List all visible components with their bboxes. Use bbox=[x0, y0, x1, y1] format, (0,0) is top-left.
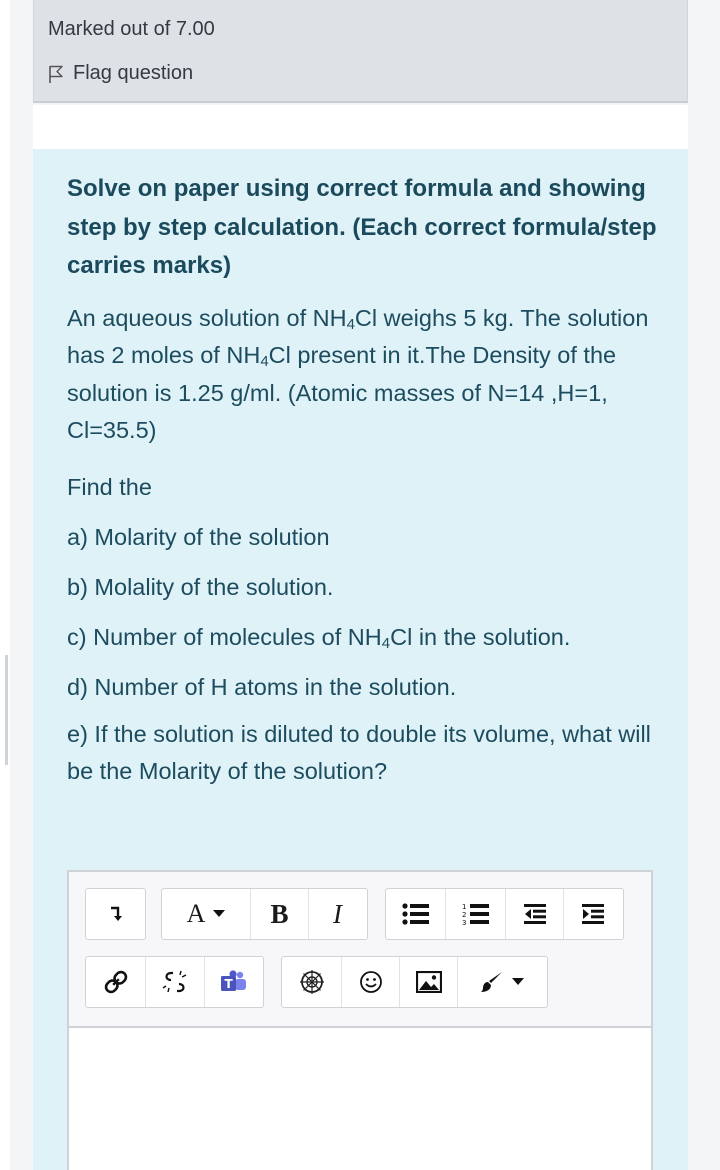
format-group bbox=[161, 888, 368, 940]
flag-question-label: Flag question bbox=[73, 62, 194, 84]
media-icon bbox=[298, 968, 326, 996]
emoji-button[interactable] bbox=[342, 957, 400, 1007]
list-group bbox=[385, 888, 624, 940]
insert-group bbox=[281, 956, 548, 1008]
part-c: c) Number of molecules of $NH_4Cl$ in the solution. bbox=[67, 623, 571, 652]
problem-statement: An aqueous solution of $NH_4Cl$ weighs 5 kg. The solution has 2 moles of $NH_4Cl$ present in it.The Density of the solution is 1.25 g/ml. (Atomic masses of N=14 ,H=1, Cl=35.5) bbox=[67, 304, 649, 443]
part-d: d) Number of H atoms in the solution. bbox=[67, 673, 457, 700]
left-edge bbox=[0, 0, 10, 1170]
unlink-icon bbox=[162, 969, 188, 995]
dropdown-arrow-icon bbox=[213, 910, 225, 918]
collapse-icon bbox=[109, 905, 123, 923]
bold-button[interactable]: B bbox=[251, 889, 309, 939]
svg-text:1: 1 bbox=[461, 903, 466, 911]
editor-toolbar bbox=[69, 872, 651, 1028]
indent-button[interactable] bbox=[564, 889, 622, 939]
svg-text:T: T bbox=[224, 977, 233, 991]
svg-text:3: 3 bbox=[461, 919, 466, 926]
answer-editor bbox=[67, 870, 653, 1170]
media-button[interactable] bbox=[282, 957, 342, 1007]
link-button[interactable] bbox=[86, 957, 146, 1007]
question-info-box bbox=[33, 0, 688, 103]
link-group bbox=[85, 956, 264, 1008]
unordered-list-icon bbox=[402, 903, 430, 925]
find-the-text: Find the bbox=[67, 473, 152, 500]
flag-question-link[interactable] bbox=[48, 62, 193, 85]
question-text bbox=[67, 170, 667, 791]
font-color-icon: A bbox=[186, 899, 206, 928]
collapse-group bbox=[85, 888, 146, 940]
ordered-list-icon bbox=[462, 902, 490, 926]
instruction-text: Solve on paper using correct formula and showing step by step calculation. (Each correct formula/step carries marks) bbox=[67, 175, 657, 279]
answer-text-area[interactable] bbox=[69, 1030, 651, 1170]
paint-brush-icon bbox=[480, 970, 504, 994]
image-button[interactable] bbox=[400, 957, 458, 1007]
dropdown-arrow-icon bbox=[512, 978, 524, 986]
unlink-button[interactable] bbox=[146, 957, 205, 1007]
ordered-list-button[interactable] bbox=[446, 889, 506, 939]
teams-meeting-icon bbox=[220, 970, 248, 994]
outdent-button[interactable] bbox=[506, 889, 564, 939]
flag-icon bbox=[48, 64, 64, 84]
paint-brush-button[interactable] bbox=[458, 957, 546, 1007]
indent-icon bbox=[582, 904, 604, 924]
part-b: b) Molality of the solution. bbox=[67, 573, 334, 600]
question-content bbox=[33, 149, 688, 1170]
teams-meeting-button[interactable] bbox=[205, 957, 263, 1007]
italic-button[interactable]: I bbox=[333, 898, 342, 929]
emoji-icon bbox=[359, 970, 383, 994]
marked-out-text: Marked out of 7.00 bbox=[48, 18, 215, 40]
spacer bbox=[33, 105, 688, 149]
part-a: a) Molarity of the solution bbox=[67, 523, 330, 550]
link-icon bbox=[103, 969, 129, 995]
svg-text:2: 2 bbox=[461, 911, 466, 919]
image-icon bbox=[416, 971, 442, 993]
part-e: e) If the solution is diluted to double its volume, what will be the Molarity of the solution? bbox=[67, 720, 651, 784]
font-color-button[interactable] bbox=[162, 889, 251, 939]
scroll-indicator[interactable] bbox=[5, 655, 8, 765]
collapse-button[interactable] bbox=[86, 889, 145, 939]
outdent-icon bbox=[524, 904, 546, 924]
unordered-list-button[interactable] bbox=[386, 889, 446, 939]
